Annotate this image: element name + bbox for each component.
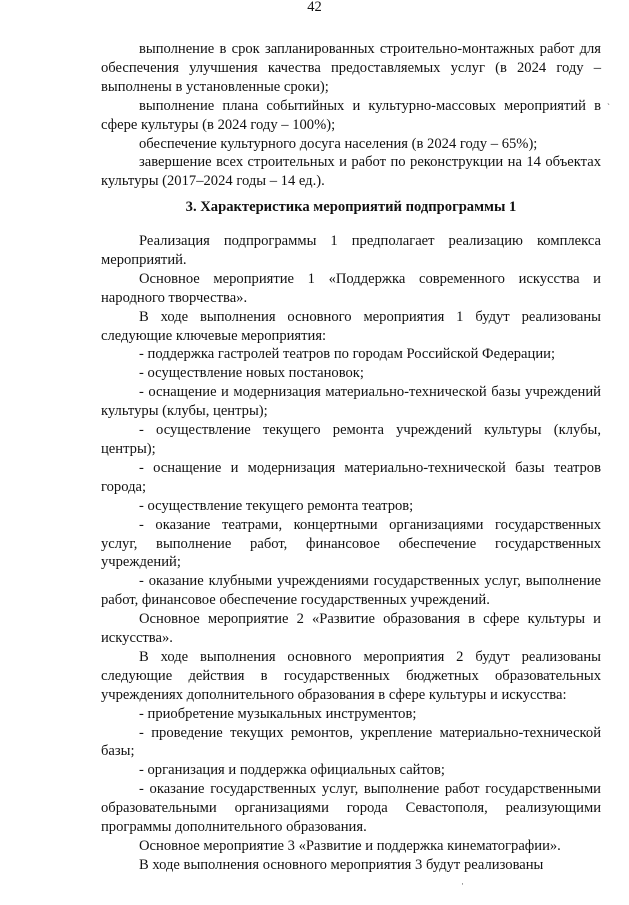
list-item: - оснащение и модернизация материально-технической базы учреждений культуры (клубы, центры); xyxy=(101,384,601,420)
list-item: - осуществление текущего ремонта учреждений культуры (клубы, центры); xyxy=(101,422,601,457)
list-item: - оказание клубными учреждениями государственных услуг, выполнение работ, финансовое обеспечение государственных учреждений. xyxy=(101,573,601,609)
list-item: - организация и поддержка официальных сайтов; xyxy=(139,762,445,779)
list-item: - оказание театрами, концертными организациями государственных услуг, выполнение работ, финансовое обеспечение государственных учреждений; xyxy=(101,516,601,571)
list-item: - осуществление новых постановок; xyxy=(139,365,364,382)
list-item: - поддержка гастролей театров по городам Российской Федерации; xyxy=(139,346,556,363)
list-item: - оснащение и модернизация материально-технической базы театров города; xyxy=(101,459,601,495)
list-item: - проведение текущих ремонтов, укрепление материально-технической базы; xyxy=(101,724,601,760)
paragraph: Реализация подпрограммы 1 предполагает реализацию комплекса мероприятий. xyxy=(101,233,601,268)
page-number: 42 xyxy=(307,0,322,15)
top-text-block xyxy=(101,40,601,191)
paragraph: выполнение в срок запланированных строительно-монтажных работ для обеспечения улучшения качества предоставляемых услуг (в 2024 году – выполнены в установленные сроки); xyxy=(101,41,601,95)
main-text-block xyxy=(101,232,601,875)
paragraph: выполнение плана событийных и культурно-массовых мероприятий в сфере культуры (в 2024 году – 100%); xyxy=(101,97,601,133)
list-item: - приобретение музыкальных инструментов; xyxy=(139,705,417,722)
paragraph: В ходе выполнения основного мероприятия 2 будут реализованы следующие действия в государственных бюджетных образовательных учреждениях дополнительного образования в сфере культуры и искусства: xyxy=(101,648,601,703)
paragraph: Основное мероприятие 3 «Развитие и поддержка кинематографии». xyxy=(139,838,561,854)
section-heading: 3. Характеристика мероприятий подпрограммы 1 xyxy=(185,199,517,215)
paragraph: завершение всех строительных и работ по реконструкции на 14 объектах культуры (2017–2024 годы – 14 ед.). xyxy=(101,154,601,190)
paragraph: В ходе выполнения основного мероприятия 3 будут реализованы xyxy=(139,856,544,873)
list-item: - оказание государственных услуг, выполнение работ государственными образовательными организациями города Севастополя, реализующими программы дополнительного образования. xyxy=(101,781,601,836)
paragraph: В ходе выполнения основного мероприятия 1 будут реализованы следующие ключевые мероприятия: xyxy=(101,308,601,344)
scan-speck: ˏ xyxy=(607,95,610,105)
scan-speck: · xyxy=(461,879,464,889)
paragraph: обеспечение культурного досуга населения (в 2024 году – 65%); xyxy=(139,135,538,152)
paragraph: Основное мероприятие 2 «Развитие образования в сфере культуры и искусства». xyxy=(101,611,601,647)
list-item: - осуществление текущего ремонта театров; xyxy=(139,497,414,514)
paragraph: Основное мероприятие 1 «Поддержка современного искусства и народного творчества». xyxy=(101,270,601,306)
